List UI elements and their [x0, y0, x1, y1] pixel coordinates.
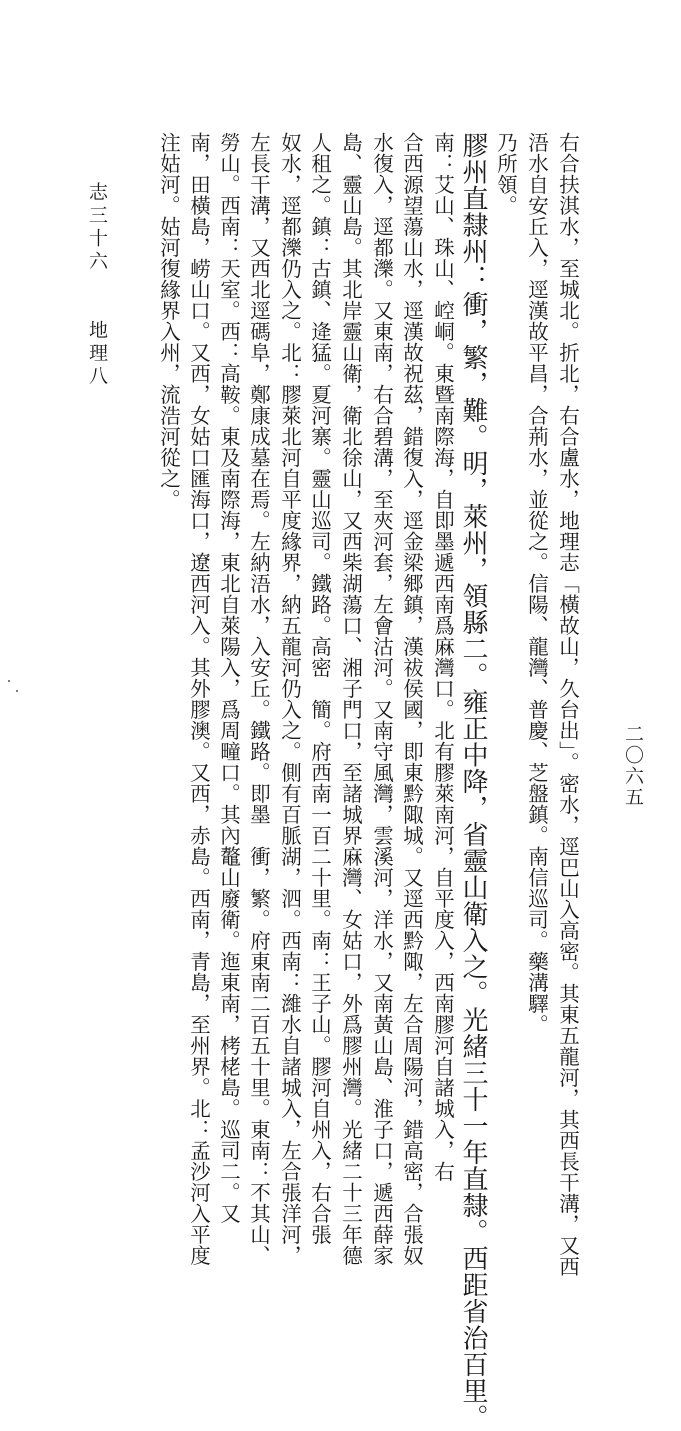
- text-column-7: 水復入，逕都濼。又東南，右合碧溝，至夾河套，左會沽河。又南守風灣，雲溪河，洋水，又南黃山島、淮子口，遞西薛家: [369, 132, 394, 1266]
- text-column-6: 合西源望蕩山水，逕漢故祝茲，錯復入，逕金梁郷鎮，漢祓侯國，即東黔陬城。又逕西黔陬，左合周陽河，錯高密，合張奴: [399, 132, 424, 1266]
- scan-speck: [8, 680, 10, 682]
- text-column-8: 島、靈山島。其北岸靈山衛，衛北徐山，又西柴湖蕩口、湘子門口，至諸城界麻灣、女姑口，外爲膠州灣。光緒二十三年德: [338, 132, 363, 1266]
- text-column-3: 乃所領。: [493, 132, 518, 216]
- text-column-1: 右合扶淇水，至城北。折北，右合盧水，地理志「橫故山，久台出」。密水，逕巴山入高密。其東五龍河，其西長干溝，又西: [555, 132, 580, 1277]
- text-column-14: 注姑河。姑河復緣界入州，流浩河從之。: [156, 132, 181, 510]
- text-column-5: 南：艾山、珠山、崆峒。東暨南際海，自即墨遞西南爲麻灣口。北有膠萊南河，自平度入，西南膠河自諸城入，右: [430, 132, 455, 1182]
- text-column-13: 南，田橫島，崂山口。又西，女姑口匯海口，遼西河入。其外膠澳。又西，赤島。西南，青島，至州界。北：孟沙河入平度: [186, 132, 211, 1266]
- text-column-11: 左長干溝，又西北逕碼阜，鄭康成墓在焉。左納浯水，入安丘。鐵路。即墨 衝，繁。府東南二百五十里。東南：不其山、: [246, 132, 271, 1266]
- text-column-10: 奴水，逕都濼仍入之。北：膠萊北河自平度緣界，納五龍河仍入之。側有百脈湖，泗。西南：濰水自諸城入，左合張洋河，: [277, 132, 302, 1266]
- scan-speck: [16, 690, 18, 692]
- page-number: 二〇六五: [622, 724, 644, 808]
- text-column-2: 浯水自安丘入，逕漢故平昌，合荊水，並從之。信陽、龍灣、普慶、芝盤鎮。南信巡司。藥溝驛。: [524, 132, 549, 1035]
- text-column-9: 人租之。鎮：古鎮、逄猛。夏河寨。靈山巡司。鐵路。高密 簡。府西南一百二十里。南：王子山。膠河自州入，右合張: [307, 132, 332, 1245]
- text-column-4-heading: 膠州直隸州：衝，繁，難。明，萊州，領縣二。雍正中降，省靈山衛入之。光緒三十一年直隸。西距省治百里。: [458, 132, 488, 1431]
- text-column-12: 勞山。西南：天室。西：高鞍。東及南際海，東北自萊陽入，爲周疃口。其內鼇山廢衛。迤東南，栲栳島。巡司二。又: [216, 132, 241, 1224]
- running-head: 志三十六 地理八: [86, 182, 108, 389]
